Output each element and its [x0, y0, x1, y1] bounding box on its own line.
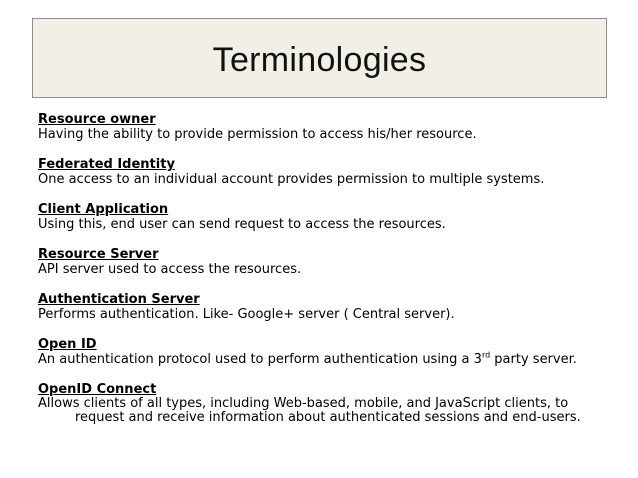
term-definition: API server used to access the resources.	[38, 262, 302, 277]
term-name: Resource Server	[38, 247, 159, 262]
term-name: Authentication Server	[38, 292, 200, 307]
term-definition: Performs authentication. Like- Google+ server ( Central server).	[38, 307, 455, 322]
term-definition: One access to an individual account provides permission to multiple systems.	[38, 172, 545, 187]
terms-list	[38, 112, 618, 440]
term-definition: Allows clients of all types, including Web-based, mobile, and JavaScript clients, to request and receive information about authenticated sessions and end-users.	[38, 396, 581, 425]
term-name: Open ID	[38, 337, 97, 352]
ordinal-superscript: rd	[481, 350, 491, 360]
term-openid-connect	[38, 382, 618, 425]
term-definition-part: An authentication protocol used to perform authentication using a 3	[38, 352, 482, 367]
term-name: OpenID Connect	[38, 382, 157, 397]
term-client-application	[38, 202, 618, 232]
term-definition	[38, 352, 618, 367]
term-definition: Using this, end user can send request to access the resources.	[38, 217, 446, 232]
term-authentication-server	[38, 292, 618, 322]
term-definition-part: party server.	[490, 352, 577, 367]
term-definition: Having the ability to provide permission to access his/her resource.	[38, 127, 477, 142]
term-open-id	[38, 337, 618, 367]
term-federated-identity	[38, 157, 618, 187]
term-name: Client Application	[38, 202, 169, 217]
title-box	[32, 18, 607, 98]
term-name: Resource owner	[38, 112, 156, 127]
slide-title: Terminologies	[212, 40, 427, 79]
term-resource-server	[38, 247, 618, 277]
term-resource-owner	[38, 112, 618, 142]
term-name: Federated Identity	[38, 157, 175, 172]
